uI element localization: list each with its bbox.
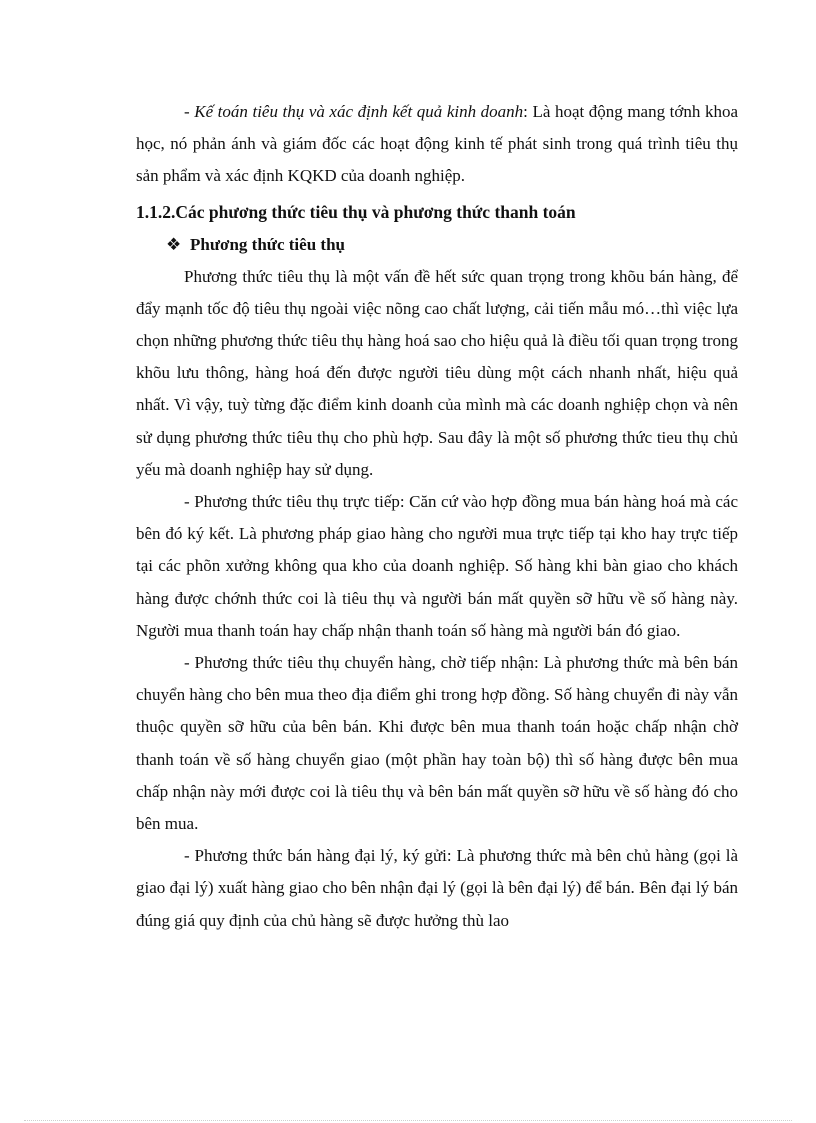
paragraph-agency-sales: - Phương thức bán hàng đại lý, ký gửi: Là phương thức mà bên chủ hàng (gọi là giao đại lý) xuất hàng giao cho bên nhận đại lý (gọi là bên đại lý) để bán. Bên đại lý bán đúng giá quy định của chủ hàng sẽ được hưởng thù lao [136,846,738,930]
intro-paragraph [136,96,738,193]
paragraph-sales-methods: Phương thức tiêu thụ là một vấn đề hết sức quan trọng trong khõu bán hàng, để đẩy mạnh tốc độ tiêu thụ ngoài việc nõng cao chất lượng, cải tiến mẫu mó…thì việc lựa chọn những phương thức tiêu thụ hàng hoá sao cho hiệu quả là điều tối quan trọng trong khõu lưu thông, hàng hoá đến được người tiêu dùng một cách nhanh nhất, hiệu quả nhất. Vì vậy, tuỳ từng đặc điểm kinh doanh của mình mà các doanh nghiệp chọn và nên sử dụng phương thức tiêu thụ cho phù hợp. Sau đây là một số phương thức tieu thụ chủ yếu mà doanh nghiệp hay sử dụng. [136,266,738,479]
paragraph-direct-sales: - Phương thức tiêu thụ trực tiếp: Căn cứ vào hợp đồng mua bán hàng hoá mà các bên đó ký kết. Là phương pháp giao hàng cho người mua trực tiếp tại kho hay trực tiếp tại các phõn xưởng không qua kho của doanh nghiệp. Số hàng khi bàn giao cho khách hàng được chớnh thức coi là tiêu thụ và người bán mất quyền sỡ hữu về số hàng này. Người mua thanh toán hay chấp nhận thanh toán số hàng mà người bán đó giao. [136,492,738,640]
page-bottom-divider [24,1120,792,1121]
diamond-bullet-icon: ❖ [166,234,182,254]
intro-prefix: - [184,102,195,121]
subheading [136,229,738,261]
section-heading: 1.1.2.Các phương thức tiêu thụ và phương thức thanh toán [136,201,576,222]
subheading-label: Phương thức tiêu thụ [190,234,345,254]
intro-term: Kế toán tiêu thụ và xác định kết quả kinh doanh [194,102,524,121]
paragraph-shipment-sales: - Phương thức tiêu thụ chuyển hàng, chờ tiếp nhận: Là phương thức mà bên bán chuyển hàng cho bên mua theo địa điểm ghi trong hợp đồng. Số hàng chuyển đi này vẫn thuộc quyền sỡ hữu của bên bán. Khi được bên mua thanh toán hoặc chấp nhận chờ thanh toán về số hàng chuyển giao (một phần hay toàn bộ) thì số hàng được bên mua chấp nhận này mới được coi là tiêu thụ và bên bán mất quyền sỡ hữu về số hàng đó cho bên mua. [136,653,738,834]
intro-rest: : Là hoạt động mang tớnh khoa học, nó phản ánh và giám đốc các hoạt động kinh tế phát sinh trong quá trình tiêu thụ sản phẩm và xác định KQKD của doanh nghiệp. [136,102,738,186]
document-body [136,96,738,937]
